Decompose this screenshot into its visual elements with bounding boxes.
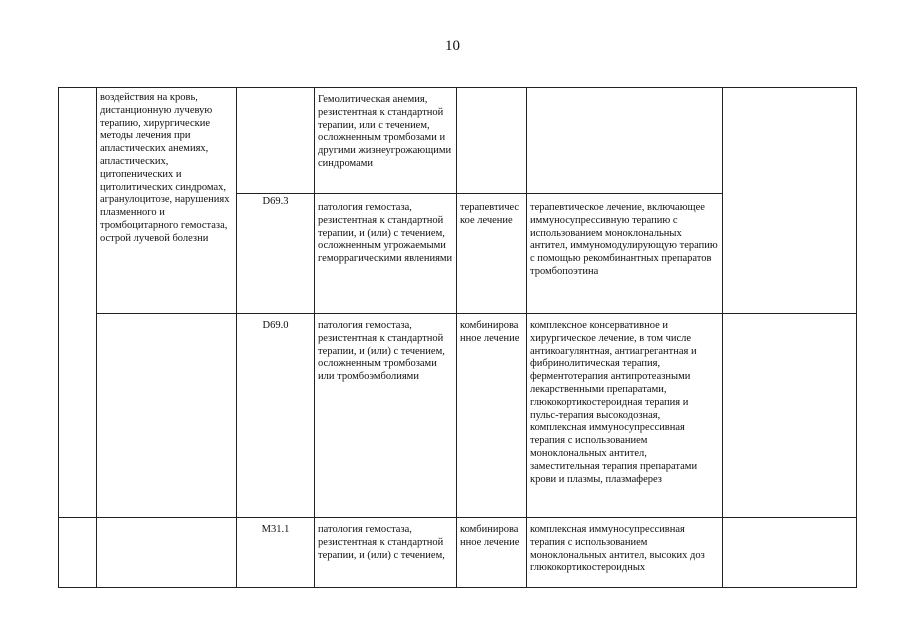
table-row	[59, 88, 857, 194]
patient-model-cell	[315, 314, 457, 518]
code-cell	[237, 194, 315, 314]
treatment-method-cell	[527, 88, 723, 194]
patient-model-text: патология гемостаза, резистентная к стандартной терапии, и (или) с течением,	[318, 524, 445, 561]
treatment-type-cell	[457, 88, 527, 194]
patient-model-cell	[315, 194, 457, 314]
treatment-type-text: комбинированное лечение	[460, 320, 520, 344]
treatment-type-text: терапевтическое лечение	[460, 202, 520, 226]
treatment-method-text: комплексная иммуносупрессивная терапия с использованием моноклональных антител, высоких доз глюкокортикостероидных	[530, 524, 705, 574]
profile-cell	[97, 518, 237, 588]
treatment-type-cell	[457, 314, 527, 518]
code-cell	[237, 88, 315, 194]
treatment-type-cell	[457, 518, 527, 588]
empty-cell	[723, 88, 857, 314]
patient-model-cell	[315, 518, 457, 588]
treatment-table	[58, 87, 857, 588]
patient-model-cell	[315, 88, 457, 194]
treatment-type-text: комбинированное лечение	[460, 524, 520, 548]
code-cell	[237, 518, 315, 588]
treatment-method-cell	[527, 314, 723, 518]
empty-cell	[723, 314, 857, 518]
row-number-cell	[59, 88, 97, 518]
code-cell	[237, 314, 315, 518]
treatment-type-cell	[457, 194, 527, 314]
patient-model-text: Гемолитическая анемия, резистентная к стандартной терапии, или с течением, осложненным тромбозами и другими жизнеугрожающими синдромами	[318, 94, 452, 169]
page-number: 10	[445, 38, 460, 54]
diagnosis-code: M31.1	[261, 524, 290, 535]
profile-text: воздействия на кровь, дистанционную лучевую терапию, хирургические методы лечения при апластических анемиях, апластических, цитопенических и цитолитических синдромах, агранулоцитозе, нарушениях плазменного и тромбоцитарного гемостаза, острой лучевой болезни	[100, 92, 230, 244]
treatment-method-text: терапевтическое лечение, включающее иммуносупрессивную терапию с использованием моноклональных антител, иммуномодулирующую терапию с помощью рекомбинантных препаратов тромбопоэтина	[530, 202, 718, 277]
table-row	[59, 518, 857, 588]
diagnosis-code: D69.3	[262, 196, 289, 207]
treatment-method-text: комплексное консервативное и хирургическое лечение, в том числе антикоагулянтная, антиагрегантная и фибринолитическая терапия, ферментотерапия антипротеазными лекарственными препаратами, глюкокортикостероидная терапия и пульс-терапия высокодозная, комплексная иммуносупрессивная терапия с использованием моноклональных антител, заместительная терапия препаратами крови и плазмы, плазмаферез	[530, 320, 698, 485]
empty-cell	[723, 518, 857, 588]
profile-cell	[97, 88, 237, 314]
patient-model-text: патология гемостаза, резистентная к стандартной терапии, и (или) с течением, осложненным угрожаемыми геморрагическими явлениями	[318, 202, 453, 265]
treatment-method-cell	[527, 194, 723, 314]
table-row	[59, 314, 857, 518]
treatment-method-cell	[527, 518, 723, 588]
diagnosis-code: D69.0	[262, 320, 289, 331]
row-number-cell	[59, 518, 97, 588]
patient-model-text: патология гемостаза, резистентная к стандартной терапии, и (или) с течением, осложненным тромбозами или тромбоэмболиями	[318, 320, 445, 383]
profile-cell	[97, 314, 237, 518]
